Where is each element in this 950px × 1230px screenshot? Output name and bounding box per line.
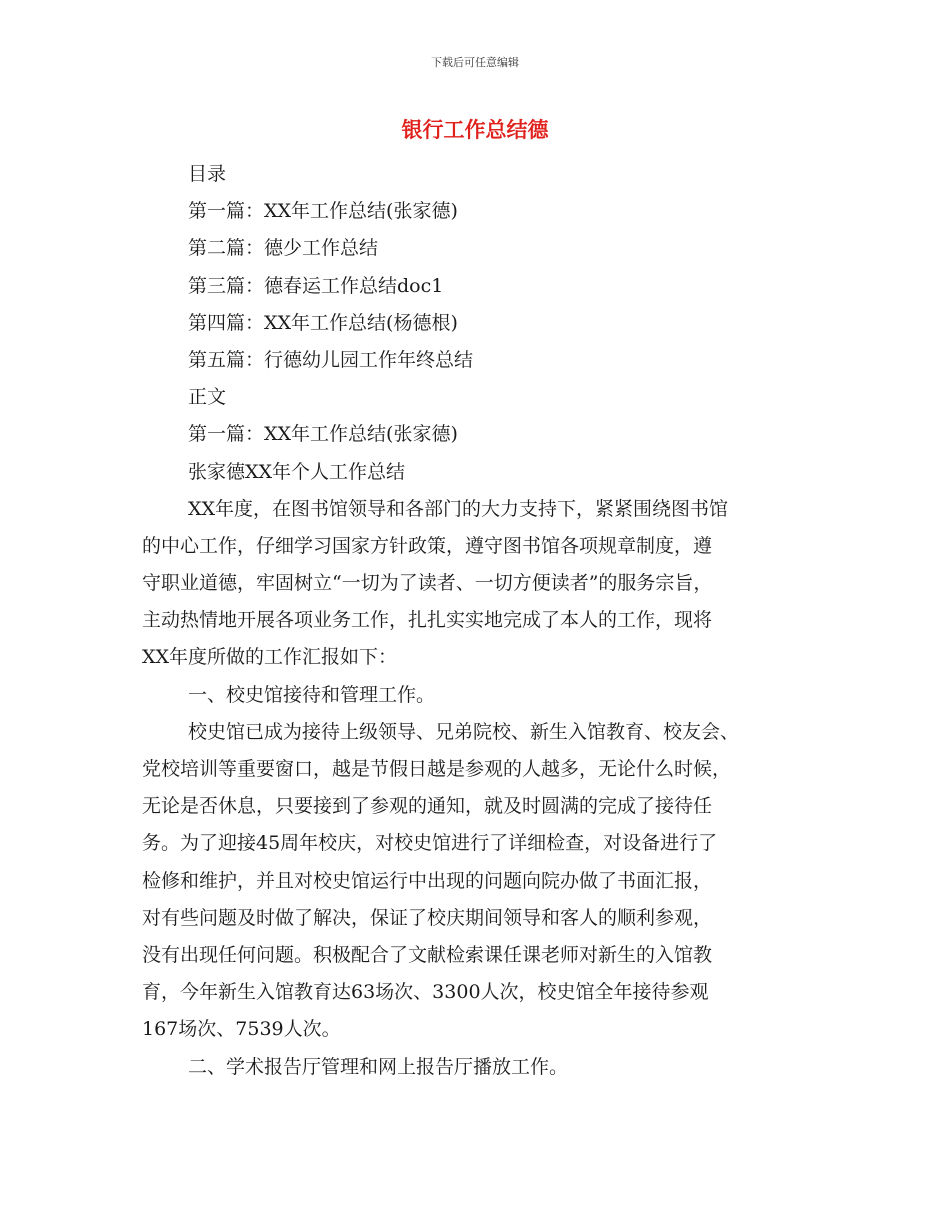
paragraph-1-line-1: XX年度，在图书馆领导和各部门的大力支持下，紧紧围绕图书馆 bbox=[188, 497, 729, 520]
toc-item-1: 第一篇：XX年工作总结(张家德) bbox=[188, 200, 458, 223]
paragraph-2-line-5: 检修和维护，并且对校史馆运行中出现的问题向院办做了书面汇报， bbox=[142, 869, 713, 892]
document-body bbox=[142, 156, 814, 1086]
section-1-heading: 一、校史馆接待和管理工作。 bbox=[188, 683, 436, 706]
paragraph-2-line-7: 没有出现任何问题。积极配合了文献检索课任课老师对新生的入馆教 bbox=[142, 943, 713, 966]
paragraph-2-line-4: 务。为了迎接45周年校庆，对校史馆进行了详细检查，对设备进行了 bbox=[142, 832, 718, 855]
toc-item-2: 第二篇：德少工作总结 bbox=[188, 237, 379, 260]
paragraph-2-line-2: 党校培训等重要窗口，越是节假日越是参观的人越多，无论什么时候， bbox=[142, 758, 732, 780]
paragraph-1-line-4: 主动热情地开展各项业务工作，扎扎实实地完成了本人的工作，现将 bbox=[142, 609, 713, 632]
header-note: 下载后可任意编辑 bbox=[431, 56, 519, 69]
paragraph-2-line-6: 对有些问题及时做了解决，保证了校庆期间领导和客人的顺利参观， bbox=[142, 906, 713, 929]
document-title: 银行工作总结德 bbox=[401, 118, 549, 142]
paragraph-1-line-5: XX年度所做的工作汇报如下： bbox=[142, 646, 398, 669]
paragraph-2-line-1: 校史馆已成为接待上级领导、兄弟院校、新生入馆教育、校友会、 bbox=[188, 720, 740, 743]
paragraph-1-line-2: 的中心工作，仔细学习国家方针政策，遵守图书馆各项规章制度，遵 bbox=[142, 534, 713, 557]
toc-item-4: 第四篇：XX年工作总结(杨德根) bbox=[188, 311, 458, 334]
toc-heading: 目录 bbox=[188, 163, 227, 185]
paragraph-2-line-8: 育，今年新生入馆教育达63场次、3300人次，校史馆全年接待参观 bbox=[142, 981, 709, 1004]
toc-item-5: 第五篇：行德幼儿园工作年终总结 bbox=[188, 348, 474, 371]
article-subtitle: 张家德XX年个人工作总结 bbox=[188, 460, 406, 483]
article-title: 第一篇：XX年工作总结(张家德) bbox=[188, 423, 458, 446]
toc-item-3: 第三篇：德春运工作总结doc1 bbox=[188, 274, 444, 297]
paragraph-1-line-3: 守职业道德，牢固树立“一切为了读者、一切方便读者”的服务宗旨， bbox=[142, 572, 713, 595]
section-2-heading: 二、学术报告厅管理和网上报告厅播放工作。 bbox=[188, 1055, 569, 1078]
main-heading: 正文 bbox=[188, 386, 227, 409]
paragraph-2-line-3: 无论是否休息，只要接到了参观的通知，就及时圆满的完成了接待任 bbox=[142, 795, 713, 818]
paragraph-2-line-9: 167场次、7539人次。 bbox=[142, 1018, 341, 1041]
